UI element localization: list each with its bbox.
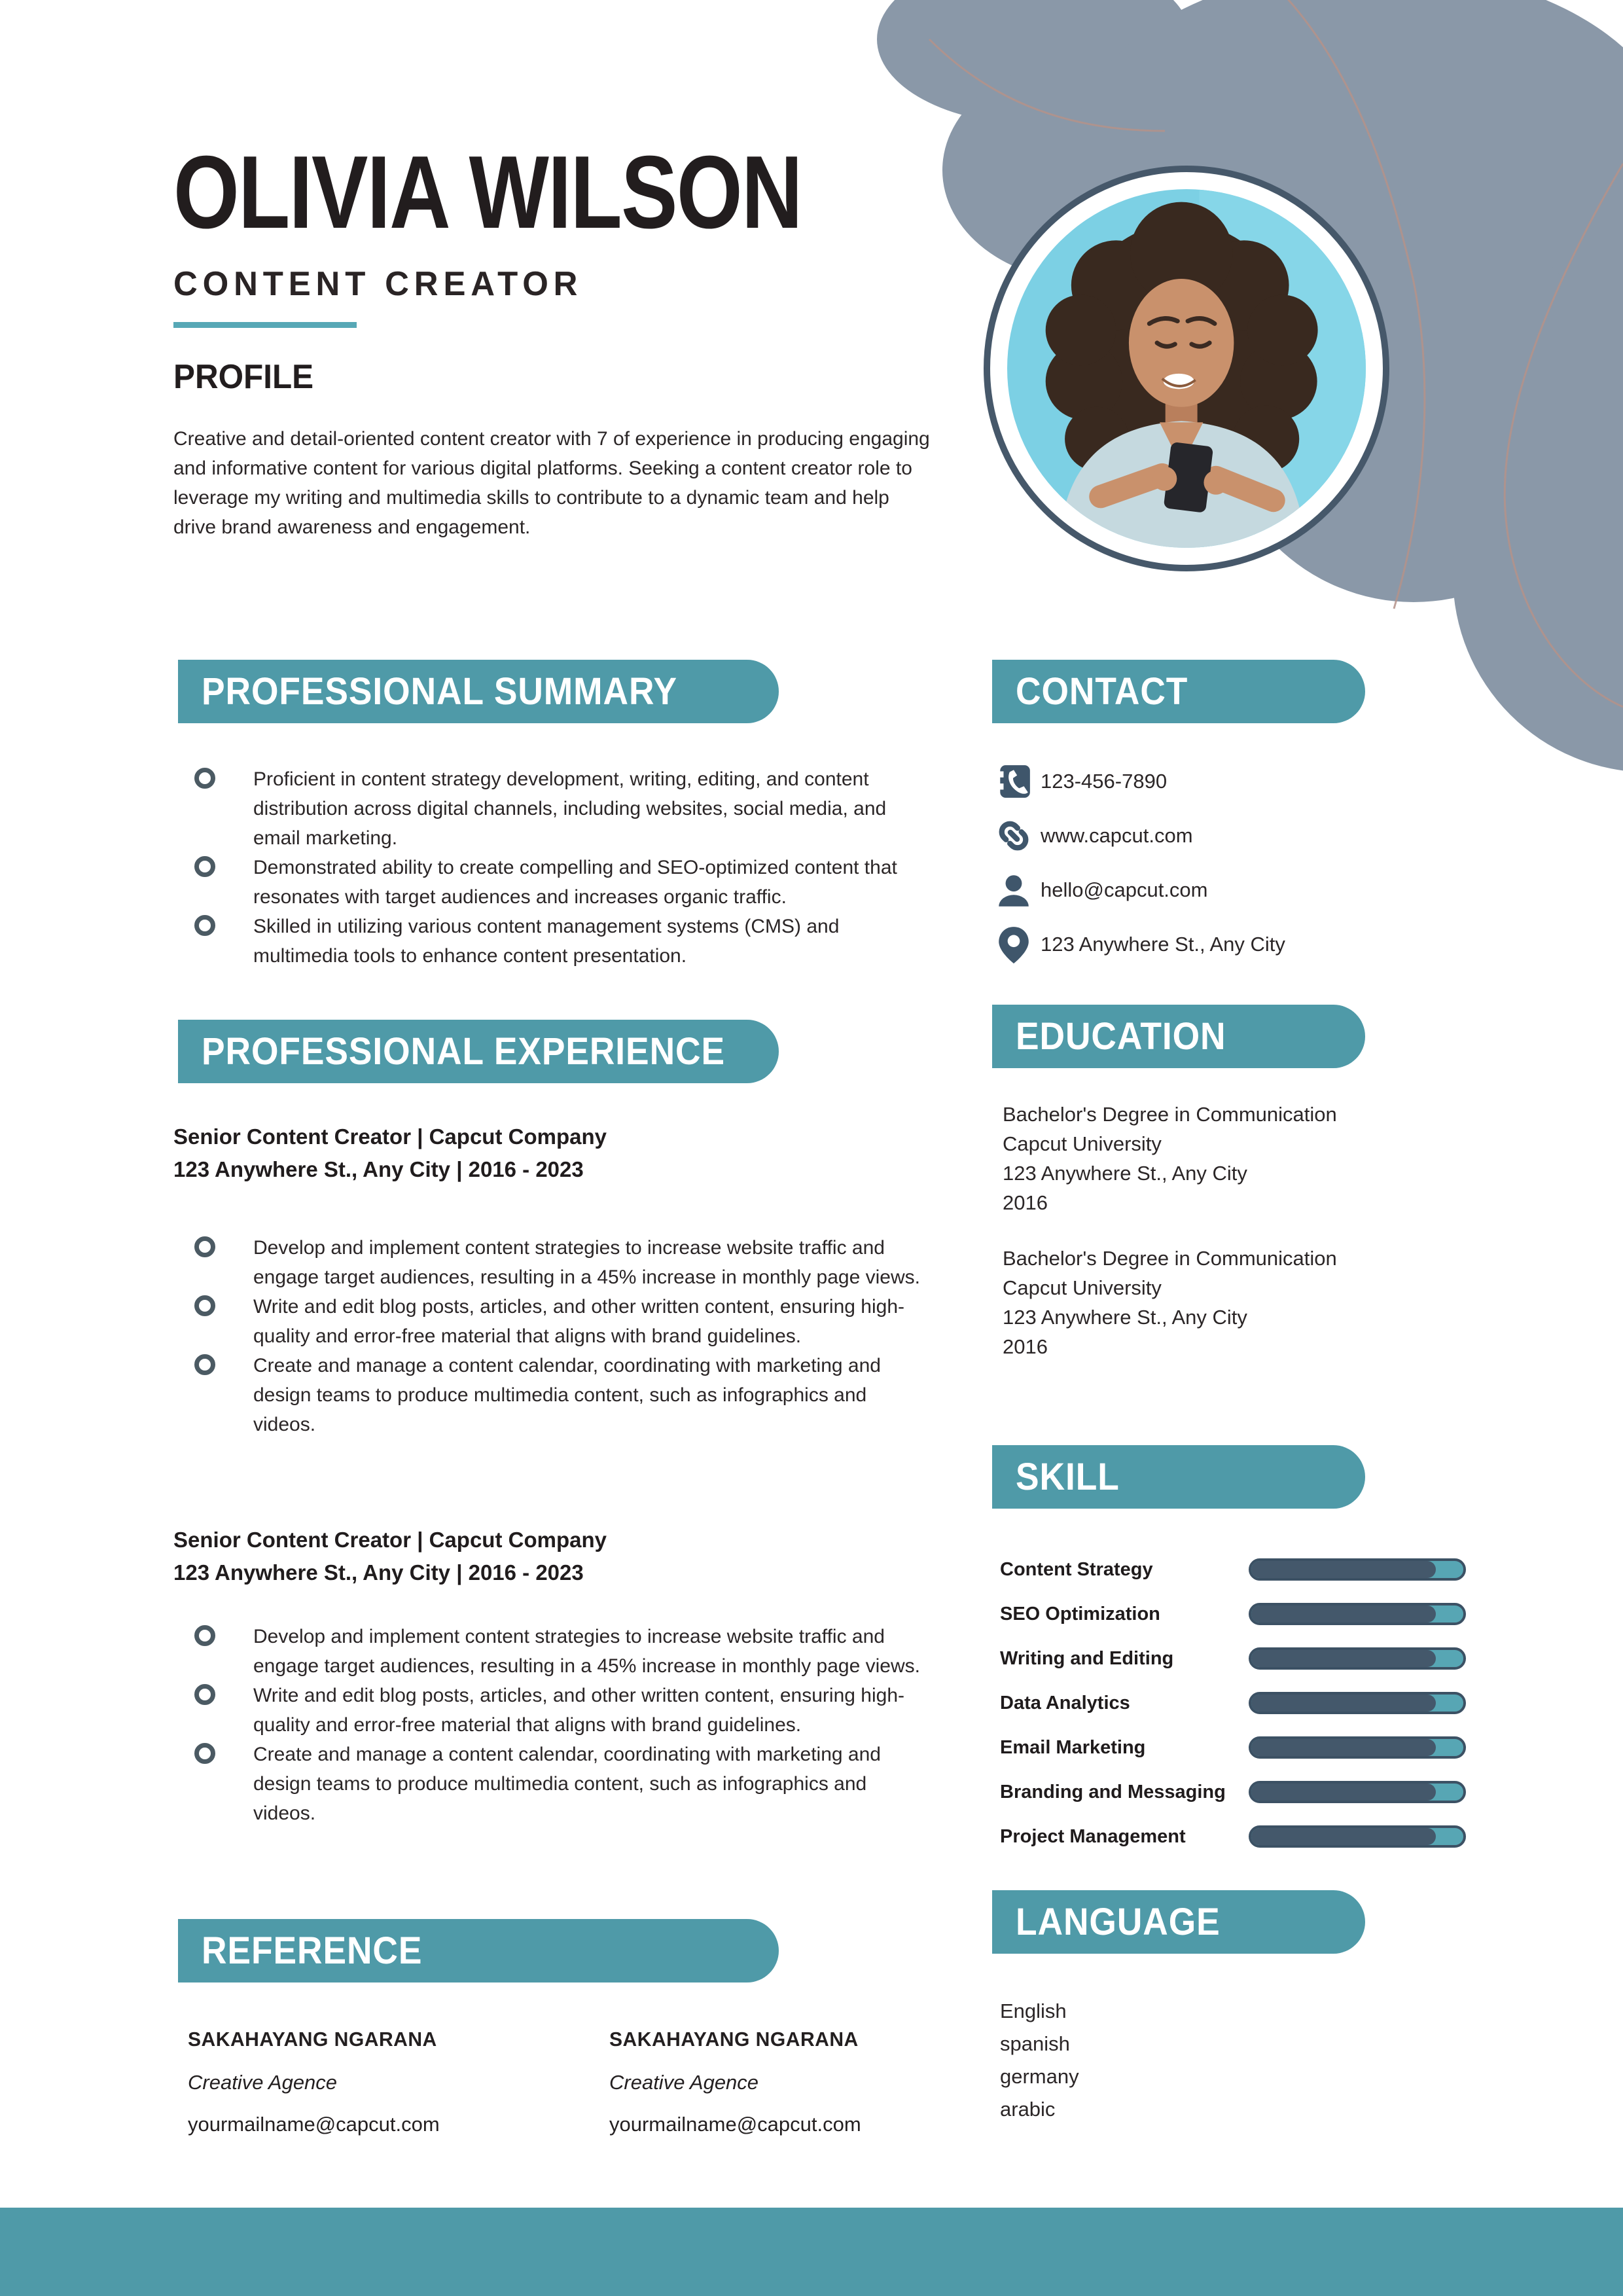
contact-item-address [995, 917, 1285, 971]
section-header-professional-experience [178, 1020, 779, 1083]
job-title: Senior Content Creator | Capcut Company [173, 1528, 607, 1552]
skill-list [1000, 1547, 1466, 1859]
section-title: PROFESSIONAL EXPERIENCE [202, 1030, 725, 1073]
education-list [1003, 1100, 1337, 1388]
skill-row [1000, 1547, 1466, 1592]
education-year: 2016 [1003, 1335, 1048, 1358]
contact-email: hello@capcut.com [1041, 878, 1208, 901]
skill-bar [1249, 1558, 1466, 1581]
list-item [188, 1622, 940, 1681]
section-title: CONTACT [1016, 670, 1188, 713]
skill-bar [1249, 1647, 1466, 1670]
skill-row [1000, 1814, 1466, 1859]
job-bullet-list [188, 1622, 940, 1828]
skill-label: SEO Optimization [1000, 1603, 1160, 1624]
section-header-professional-summary [178, 660, 779, 723]
language-item: arabic [1000, 2098, 1056, 2121]
profile-photo-frame [984, 166, 1389, 571]
skill-row [1000, 1681, 1466, 1725]
bullet-circle-icon [194, 915, 215, 936]
education-year: 2016 [1003, 1191, 1048, 1214]
candidate-title: CONTENT CREATOR [173, 265, 583, 303]
education-school: Capcut University [1003, 1276, 1162, 1299]
bullet-text: Create and manage a content calendar, coordinating with marketing and design teams to produce multimedia content, such as infographics and videos. [253, 1355, 881, 1435]
education-degree: Bachelor's Degree in Communication [1003, 1247, 1337, 1270]
skill-row [1000, 1725, 1466, 1770]
link-icon [995, 816, 1041, 855]
bullet-circle-icon [194, 856, 215, 877]
skill-label: Branding and Messaging [1000, 1781, 1226, 1803]
title-divider [173, 322, 357, 328]
job-bullet-list [188, 1233, 940, 1439]
contact-website: www.capcut.com [1041, 823, 1193, 847]
skill-bar [1249, 1781, 1466, 1803]
skill-bar-fill [1251, 1739, 1436, 1756]
skill-bar-fill [1251, 1695, 1436, 1712]
list-item [188, 1351, 940, 1439]
section-title: SKILL [1016, 1456, 1120, 1498]
reference-company: Creative Agence [609, 2071, 759, 2094]
education-address: 123 Anywhere St., Any City [1003, 1306, 1247, 1329]
list-item [188, 764, 940, 853]
section-header-skill [992, 1445, 1365, 1509]
section-title: PROFESSIONAL SUMMARY [202, 670, 677, 713]
section-header-education [992, 1005, 1365, 1068]
reference-entry [188, 2028, 580, 2136]
skill-bar-fill [1251, 1561, 1436, 1578]
phone-icon [995, 762, 1041, 801]
job-meta: 123 Anywhere St., Any City | 2016 - 2023 [173, 1157, 584, 1181]
section-header-contact [992, 660, 1365, 723]
reference-name: SAKAHAYANG NGARANA [188, 2028, 437, 2051]
reference-company: Creative Agence [188, 2071, 338, 2094]
list-item [188, 1292, 940, 1351]
skill-bar [1249, 1736, 1466, 1759]
language-item: germany [1000, 2065, 1079, 2088]
skill-bar [1249, 1603, 1466, 1625]
bullet-text: Proficient in content strategy development, writing, editing, and content distribution across digital channels, including websites, social media, and email marketing. [253, 768, 887, 849]
bullet-circle-icon [194, 1743, 215, 1764]
skill-row [1000, 1770, 1466, 1814]
skill-row [1000, 1636, 1466, 1681]
skill-label: Project Management [1000, 1825, 1186, 1847]
skill-bar-fill [1251, 1605, 1436, 1623]
job-entry [173, 1121, 607, 1186]
skill-label: Content Strategy [1000, 1558, 1153, 1580]
education-degree: Bachelor's Degree in Communication [1003, 1103, 1337, 1126]
candidate-name: OLIVIA WILSON [173, 135, 802, 250]
bullet-text: Develop and implement content strategies to increase website traffic and engage target audiences, resulting in a 45% increase in monthly page views. [253, 1237, 920, 1288]
section-title: LANGUAGE [1016, 1901, 1221, 1943]
contact-item-website [995, 808, 1285, 863]
job-entry [173, 1524, 607, 1589]
list-item [188, 1740, 940, 1828]
contact-address: 123 Anywhere St., Any City [1041, 932, 1285, 956]
bullet-text: Write and edit blog posts, articles, and other written content, ensuring high-quality and error-free material that aligns with brand guidelines. [253, 1685, 904, 1736]
contact-list [995, 754, 1285, 971]
footer-bar [0, 2208, 1623, 2296]
bullet-circle-icon [194, 1295, 215, 1316]
list-item [188, 1681, 940, 1740]
person-icon [995, 870, 1041, 910]
bullet-text: Create and manage a content calendar, coordinating with marketing and design teams to produce multimedia content, such as infographics and videos. [253, 1744, 881, 1824]
bullet-circle-icon [194, 1236, 215, 1257]
bullet-circle-icon [194, 1625, 215, 1646]
contact-phone: 123-456-7890 [1041, 769, 1168, 793]
bullet-text: Write and edit blog posts, articles, and other written content, ensuring high-quality and error-free material that aligns with brand guidelines. [253, 1296, 904, 1347]
profile-photo [1007, 189, 1366, 548]
reference-email: yourmailname@capcut.com [609, 2113, 861, 2136]
bullet-circle-icon [194, 1354, 215, 1375]
language-item: English [1000, 2000, 1067, 2022]
skill-bar [1249, 1692, 1466, 1714]
reference-list [188, 2028, 1002, 2136]
education-school: Capcut University [1003, 1132, 1162, 1155]
education-entry [1003, 1100, 1337, 1217]
education-address: 123 Anywhere St., Any City [1003, 1162, 1247, 1185]
bullet-circle-icon [194, 1684, 215, 1705]
job-meta: 123 Anywhere St., Any City | 2016 - 2023 [173, 1560, 584, 1585]
language-list [1000, 1995, 1079, 2126]
section-header-reference [178, 1919, 779, 1982]
list-item [188, 1233, 940, 1292]
section-header-language [992, 1890, 1365, 1954]
reference-email: yourmailname@capcut.com [188, 2113, 440, 2136]
list-item [188, 853, 940, 912]
education-entry [1003, 1244, 1337, 1361]
profile-summary-text: Creative and detail-oriented content creator with 7 of experience in producing engaging and informative content for various digital platforms. Seeking a content creator role to leverage my writing and multimedia skills to contribute to a dynamic team and help drive brand awareness and engagement. [173, 428, 930, 538]
portrait-illustration [1007, 189, 1366, 548]
professional-summary-list [188, 764, 940, 971]
contact-item-phone [995, 754, 1285, 808]
skill-row [1000, 1592, 1466, 1636]
location-icon [995, 925, 1041, 964]
contact-item-email [995, 863, 1285, 917]
bullet-text: Skilled in utilizing various content management systems (CMS) and multimedia tools to enhance content presentation. [253, 916, 840, 967]
bullet-text: Demonstrated ability to create compelling and SEO-optimized content that resonates with target audiences and increases organic traffic. [253, 857, 897, 908]
skill-label: Data Analytics [1000, 1692, 1130, 1713]
language-item: spanish [1000, 2032, 1070, 2055]
skill-bar-fill [1251, 1784, 1436, 1801]
skill-label: Email Marketing [1000, 1736, 1146, 1758]
profile-heading: PROFILE [173, 358, 314, 396]
reference-entry [609, 2028, 1002, 2136]
bullet-text: Develop and implement content strategies to increase website traffic and engage target audiences, resulting in a 45% increase in monthly page views. [253, 1626, 920, 1677]
section-title: EDUCATION [1016, 1015, 1226, 1058]
skill-label: Writing and Editing [1000, 1647, 1174, 1669]
skill-bar [1249, 1825, 1466, 1848]
section-title: REFERENCE [202, 1929, 423, 1972]
job-title: Senior Content Creator | Capcut Company [173, 1124, 607, 1149]
skill-bar-fill [1251, 1828, 1436, 1845]
bullet-circle-icon [194, 768, 215, 789]
skill-bar-fill [1251, 1650, 1436, 1667]
reference-name: SAKAHAYANG NGARANA [609, 2028, 859, 2051]
list-item [188, 912, 940, 971]
